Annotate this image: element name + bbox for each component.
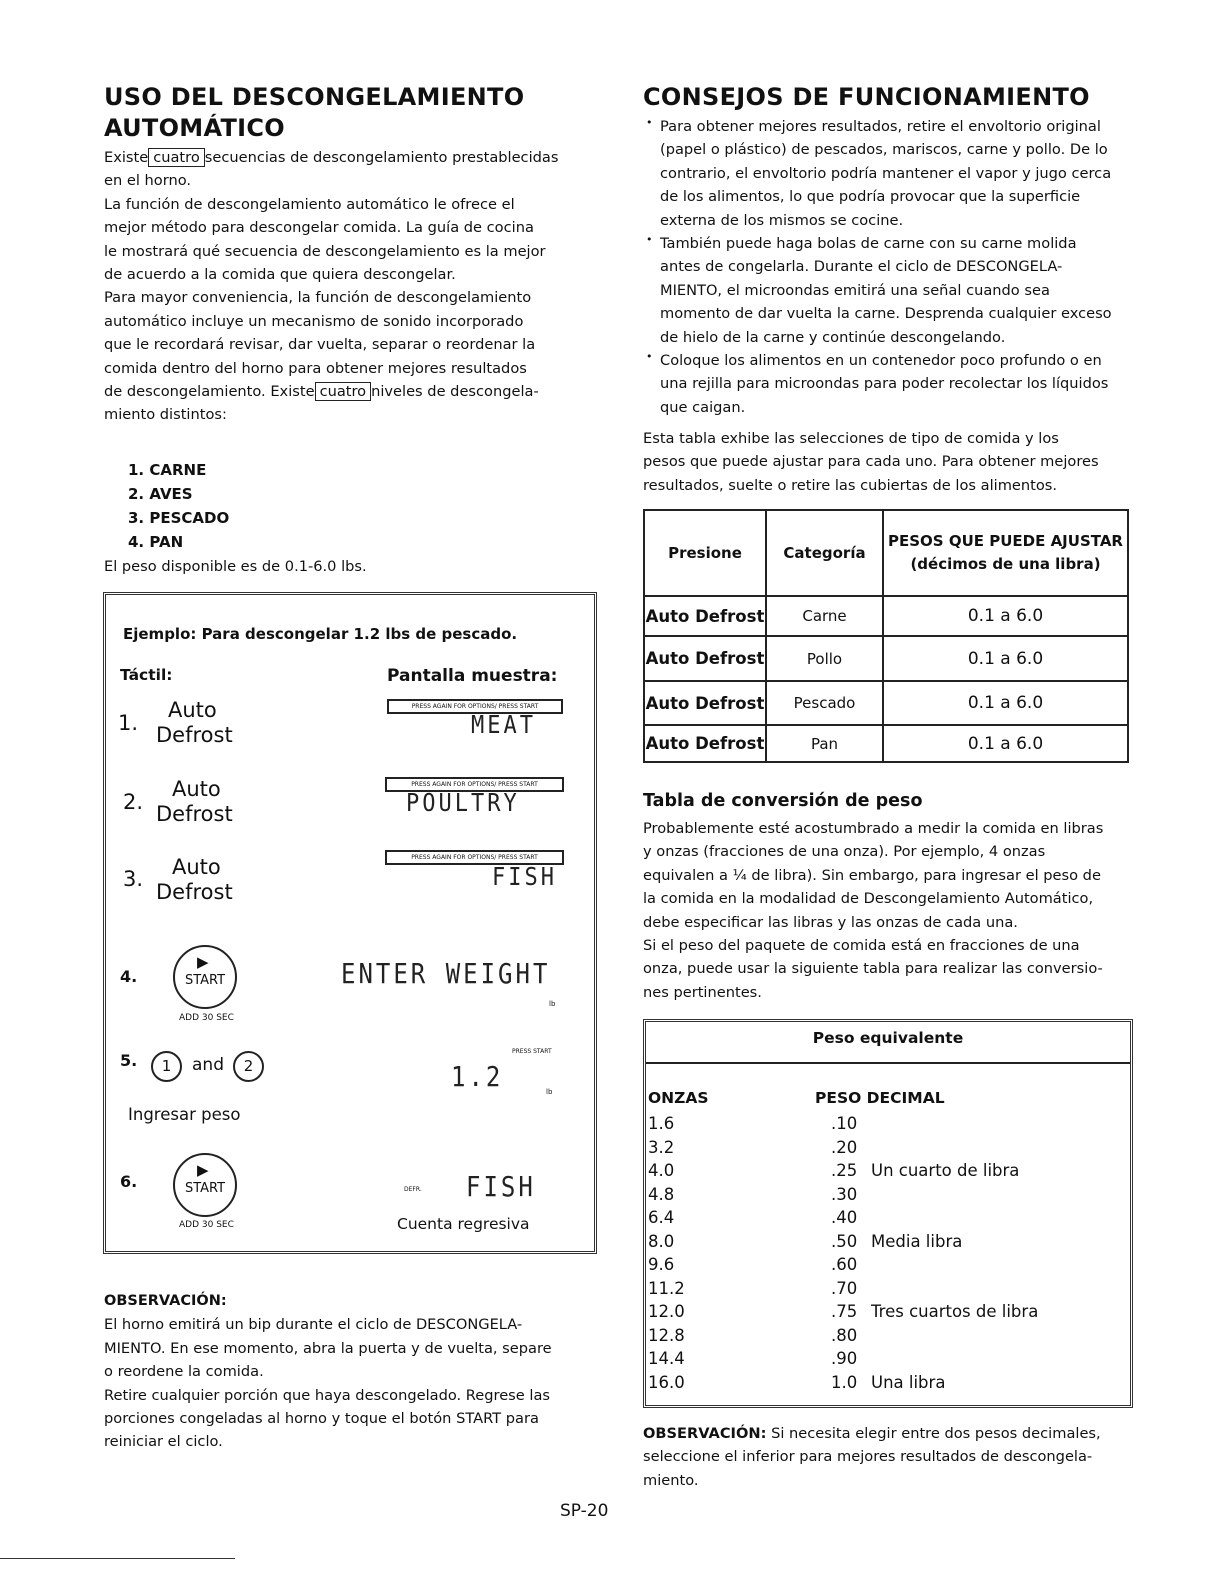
and-text: and (192, 1055, 224, 1075)
note-cell: Una libra (871, 1372, 946, 1392)
table-header-category: Categoría (766, 510, 883, 596)
decimal-cell: .70 (831, 1278, 858, 1298)
display-segment-text: MEAT (471, 711, 536, 740)
play-icon: ▶ (197, 953, 209, 971)
auto-defrost-key: Auto (172, 777, 221, 801)
divider (646, 1062, 1130, 1064)
auto-defrost-key-l2: Defrost (156, 802, 233, 826)
note-cell: Un cuarto de libra (871, 1161, 1020, 1180)
step-number: 3. (123, 867, 144, 891)
ounces-cell: 14.4 (648, 1349, 685, 1368)
play-icon: ▶ (197, 1161, 209, 1179)
example-box (103, 592, 597, 1254)
start-button[interactable] (173, 945, 237, 1009)
display-segment-text: ENTER WEIGHT (341, 957, 551, 991)
step-number: 1. (118, 711, 139, 735)
ounces-cell: 4.8 (648, 1184, 675, 1204)
ounces-cell: 4.0 (648, 1161, 675, 1180)
step-number: 6. (120, 1172, 138, 1191)
example-heading: Ejemplo: Para descongelar 1.2 lbs de pescado. (123, 625, 518, 643)
decimal-cell: .40 (831, 1208, 858, 1227)
tips-title: CONSEJOS DE FUNCIONAMIENTO (643, 83, 1090, 111)
enter-weight-label: Ingresar peso (128, 1105, 241, 1124)
decimal-cell: .80 (831, 1325, 858, 1345)
list-item: 4. PAN (128, 533, 184, 551)
start-label: START (184, 973, 226, 988)
ounces-cell: 12.0 (648, 1302, 685, 1321)
lb-indicator: lb (546, 1088, 553, 1096)
table-row: Auto Defrost Carne 0.1 a 6.0 (644, 596, 1128, 636)
defr-indicator: DEFR. (404, 1186, 422, 1193)
ounces-cell: 6.4 (648, 1208, 675, 1227)
list-item: • También puede haga bolas de carne con su carne molida antes de congelarla. Durante el ciclo de DESCONGELA- MIENTO, el microondas emitirá una señal cuando sea momento de dar vuelta la carne. Desprenda cualquier exceso de hielo de la carne y continúe descongelando. (646, 232, 1146, 349)
ounces-cell: 12.8 (648, 1325, 685, 1345)
number-key-1[interactable]: 1 (151, 1051, 182, 1082)
list-item: 3. PESCADO (128, 509, 230, 527)
conversion-title: Tabla de conversión de peso (643, 791, 923, 811)
countdown-label: Cuenta regresiva (397, 1215, 530, 1233)
list-item: 1. CARNE (128, 461, 207, 479)
ounces-cell: 1.6 (648, 1114, 675, 1133)
section-title: USO DEL DESCONGELAMIENTO (104, 83, 525, 111)
auto-defrost-key-l2: Defrost (156, 723, 233, 747)
display-indicator-bar: PRESS AGAIN FOR OPTIONS/ PRESS START (385, 777, 564, 792)
display-indicator-bar: PRESS AGAIN FOR OPTIONS/ PRESS START (387, 699, 563, 714)
start-button[interactable] (173, 1153, 237, 1217)
decimal-cell: .25 (831, 1161, 858, 1180)
observation-title: OBSERVACIÓN: (643, 1425, 767, 1442)
table-row: Auto Defrost Pollo 0.1 a 6.0 (644, 636, 1128, 681)
list-item: 2. AVES (128, 485, 193, 503)
observation-title: OBSERVACIÓN: (104, 1293, 227, 1309)
col-touch-heading: Táctil: (120, 666, 173, 684)
list-item: • Para obtener mejores resultados, retire el envoltorio original (papel o plástico) de pescados, mariscos, carne y pollo. De lo contrario, el envoltorio podría mantener el vapor y jugo cerca de los alimentos, lo que podría provocar que la superficie externa de los mismos se cocine. (646, 115, 1146, 232)
note-cell: Media libra (871, 1231, 963, 1251)
conversion-table (643, 1019, 1133, 1408)
header-decimal: PESO DECIMAL (815, 1089, 945, 1107)
step-number: 5. (120, 1051, 138, 1070)
intro-text: Existe cuatro secuencias de descongelamiento prestablecidas en el horno. La función de descongelamiento automático le ofrece el mejor método para descongelar comida. La guía de cocina le mostrará qué secuencia de descongelamiento es la mejor de acuerdo a la comida que quiera descongelar. Para mayor conveniencia, la función de descongelamiento automático incluye un mecanismo de sonido incorporado que le recordará revisar, dar vuelta, separar o reordenar la comida dentro del horno para obtener mejores resultados de descongelamiento. Existe cuatro niveles de descongela- miento distintos: (104, 149, 559, 424)
lb-indicator: lb (549, 1000, 556, 1008)
auto-defrost-key: Auto (172, 855, 221, 879)
decimal-cell: .10 (831, 1114, 858, 1133)
defrost-levels (128, 458, 229, 554)
boxed-word: cuatro (315, 382, 372, 401)
press-start-indicator: PRESS START (512, 1048, 552, 1055)
defrost-table (643, 509, 1129, 763)
table-row: Auto Defrost Pescado 0.1 a 6.0 (644, 681, 1128, 725)
display-segment-text: 1.2 (451, 1060, 504, 1094)
ounces-cell: 16.0 (648, 1372, 685, 1392)
table-header-press: Presione (644, 510, 766, 596)
ounces-cell: 3.2 (648, 1137, 675, 1157)
display-indicator-bar: PRESS AGAIN FOR OPTIONS/ PRESS START (385, 850, 564, 865)
decimal-cell: .75 (831, 1302, 858, 1321)
tips-list (646, 115, 1146, 419)
col-display-heading: Pantalla muestra: (387, 666, 558, 686)
weight-note: El peso disponible es de 0.1-6.0 lbs. (104, 558, 367, 575)
decimal-cell: .60 (831, 1255, 858, 1274)
add-30-sec-label: ADD 30 SEC (179, 1220, 234, 1230)
ounces-cell: 8.0 (648, 1231, 675, 1251)
display-segment-text: FISH (466, 1170, 536, 1204)
observation-2: OBSERVACIÓN: Si necesita elegir entre dos pesos decimales, seleccione el inferior para mejores resultados de descongela- miento. (643, 1425, 1101, 1489)
conversion-table-title: Peso equivalente (812, 1029, 964, 1047)
ounces-cell: 9.6 (648, 1255, 675, 1274)
page-number: SP-20 (560, 1501, 609, 1521)
list-item: • Coloque los alimentos en un contenedor poco profundo o en una rejilla para microondas para poder recolectar los líquidos que caigan. (646, 349, 1146, 419)
decimal-cell: .20 (831, 1137, 858, 1157)
auto-defrost-key-l2: Defrost (156, 880, 233, 904)
note-cell: Tres cuartos de libra (871, 1302, 1039, 1321)
add-30-sec-label: ADD 30 SEC (179, 1013, 234, 1023)
decimal-cell: 1.0 (831, 1372, 858, 1392)
boxed-word: cuatro (148, 148, 205, 167)
table-row: Auto Defrost Pan 0.1 a 6.0 (644, 725, 1128, 762)
display-segment-text: FISH (492, 863, 557, 892)
decimal-cell: .30 (831, 1184, 858, 1204)
start-label: START (184, 1181, 226, 1196)
section-title-line2: AUTOMÁTICO (104, 114, 286, 142)
ounces-cell: 11.2 (648, 1278, 685, 1298)
step-number: 4. (120, 967, 138, 986)
decimal-cell: .50 (831, 1231, 858, 1251)
step-number: 2. (123, 790, 144, 814)
auto-defrost-key: Auto (168, 698, 217, 722)
conversion-text: Probablemente esté acostumbrado a medir la comida en libras y onzas (fracciones de una onza). Por ejemplo, 4 onzas equivalen a ¼ de libra). Sin embargo, para ingresar el peso de la comida en la modalidad de Descongelamiento Automático, debe especificar las libras y las onzas de cada una. Si el peso del paquete de comida está en fracciones de una onza, puede usar la siguiente tabla para realizar las conversio- nes pertinentes. (643, 820, 1104, 1001)
display-segment-text: POULTRY (406, 789, 520, 818)
header-ounces: ONZAS (648, 1089, 709, 1107)
number-key-2[interactable]: 2 (233, 1051, 264, 1082)
observation: OBSERVACIÓN: El horno emitirá un bip durante el ciclo de DESCONGELA- MIENTO. En ese momento, abra la puerta y de vuelta, separe o reordene la comida. Retire cualquier porción que haya descongelado. Regrese las porciones congeladas al horno y toque el botón START para reiniciar el ciclo. (104, 1290, 604, 1454)
table-intro: Esta tabla exhibe las selecciones de tipo de comida y los pesos que puede ajustar para cada uno. Para obtener mejores resultados, suelte o retire las cubiertas de los alimentos. (643, 430, 1099, 494)
footer-rule (0, 1558, 235, 1559)
decimal-cell: .90 (831, 1349, 858, 1368)
table-header-weights: PESOS QUE PUEDE AJUSTAR (décimos de una libra) (883, 510, 1128, 596)
